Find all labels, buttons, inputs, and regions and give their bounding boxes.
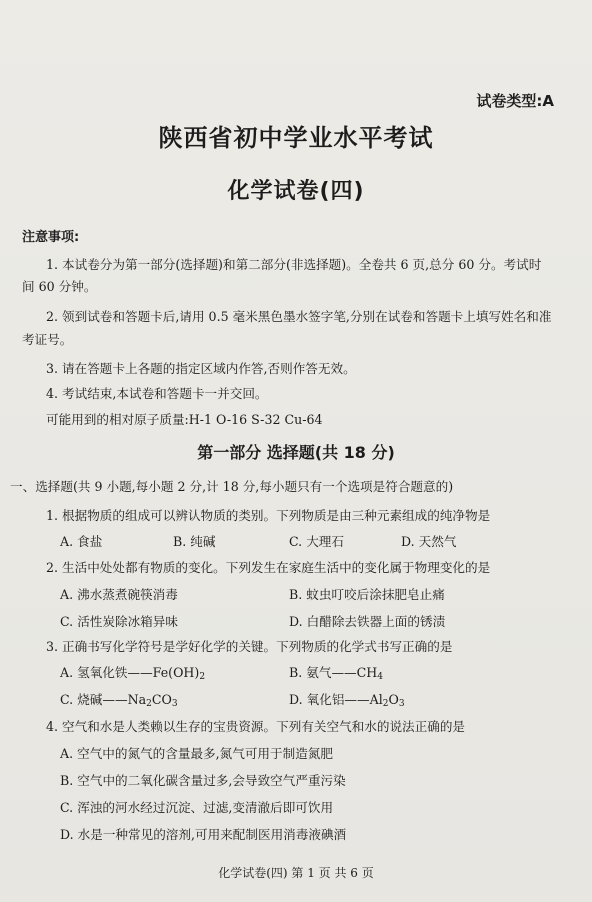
q4-option-c: C. 浑浊的河水经过沉淀、过滤,变清澈后即可饮用 <box>60 800 334 815</box>
q1-option-c: C. 大理石 <box>289 534 344 549</box>
q4-stem: 4. 空气和水是人类赖以生存的宝贵资源。下列有关空气和水的说法正确的是 <box>46 719 466 734</box>
notes-heading: 注意事项: <box>22 230 80 245</box>
note-4: 4. 考试结束,本试卷和答题卡一并交回。 <box>46 386 268 401</box>
note-2-line-2: 考证号。 <box>22 332 73 347</box>
q1-option-b: B. 纯碱 <box>173 534 216 549</box>
paper-type-label: 试卷类型:A <box>476 92 554 110</box>
q2-stem: 2. 生活中处处都有物质的变化。下列发生在家庭生活中的变化属于物理变化的是 <box>46 560 491 575</box>
exam-title: 陕西省初中学业水平考试 <box>158 124 434 152</box>
atomic-mass-line: 可能用到的相对原子质量:H-1 O-16 S-32 Cu-64 <box>46 412 323 427</box>
q4-option-a: A. 空气中的氮气的含量最多,氮气可用于制造氮肥 <box>60 746 333 761</box>
note-1-line-1: 1. 本试卷分为第一部分(选择题)和第二部分(非选择题)。全卷共 6 页,总分 60 分。考试时 <box>46 257 542 272</box>
q1-option-d: D. 天然气 <box>401 534 457 549</box>
note-1-line-2: 间 60 分钟。 <box>22 279 97 294</box>
q2-option-a: A. 沸水蒸煮碗筷消毒 <box>60 587 178 602</box>
q2-option-b: B. 蚊虫叮咬后涂抹肥皂止痛 <box>289 587 445 602</box>
q2-option-c: C. 活性炭除冰箱异味 <box>60 614 178 629</box>
page-footer: 化学试卷(四) 第 1 页 共 6 页 <box>218 866 374 880</box>
q3-stem: 3. 正确书写化学符号是学好化学的关键。下列物质的化学式书写正确的是 <box>46 639 453 654</box>
q1-option-a: A. 食盐 <box>60 534 103 549</box>
q3-option-c: C. 烧碱$——Na_2CO_3$ <box>60 692 178 709</box>
q4-option-b: B. 空气中的二氧化碳含量过多,会导致空气严重污染 <box>60 773 346 788</box>
exam-subtitle: 化学试卷(四) <box>227 179 365 204</box>
q3-option-d: D. 氧化铝$——Al_2O_3$ <box>289 692 405 709</box>
note-3: 3. 请在答题卡上各题的指定区域内作答,否则作答无效。 <box>46 361 356 376</box>
note-2-line-1: 2. 领到试卷和答题卡后,请用 0.5 毫米黑色墨水签字笔,分别在试卷和答题卡上填写姓名和准 <box>46 309 552 324</box>
choice-instruction: 一、选择题(共 9 小题,每小题 2 分,计 18 分,每小题只有一个选项是符合题意的) <box>10 479 454 494</box>
q4-option-d: D. 水是一种常见的溶剂,可用来配制医用消毒液碘酒 <box>60 827 347 842</box>
q2-option-d: D. 白醋除去铁器上面的锈渍 <box>289 614 446 629</box>
q1-stem: 1. 根据物质的组成可以辨认物质的类别。下列物质是由三种元素组成的纯净物是 <box>46 508 491 523</box>
q3-option-a: A. 氢氧化铁$——Fe(OH)_2$ <box>60 665 206 682</box>
section-1-heading: 第一部分 选择题(共 18 分) <box>197 443 395 462</box>
q3-option-b: B. 氨气$——CH_4$ <box>289 665 383 682</box>
